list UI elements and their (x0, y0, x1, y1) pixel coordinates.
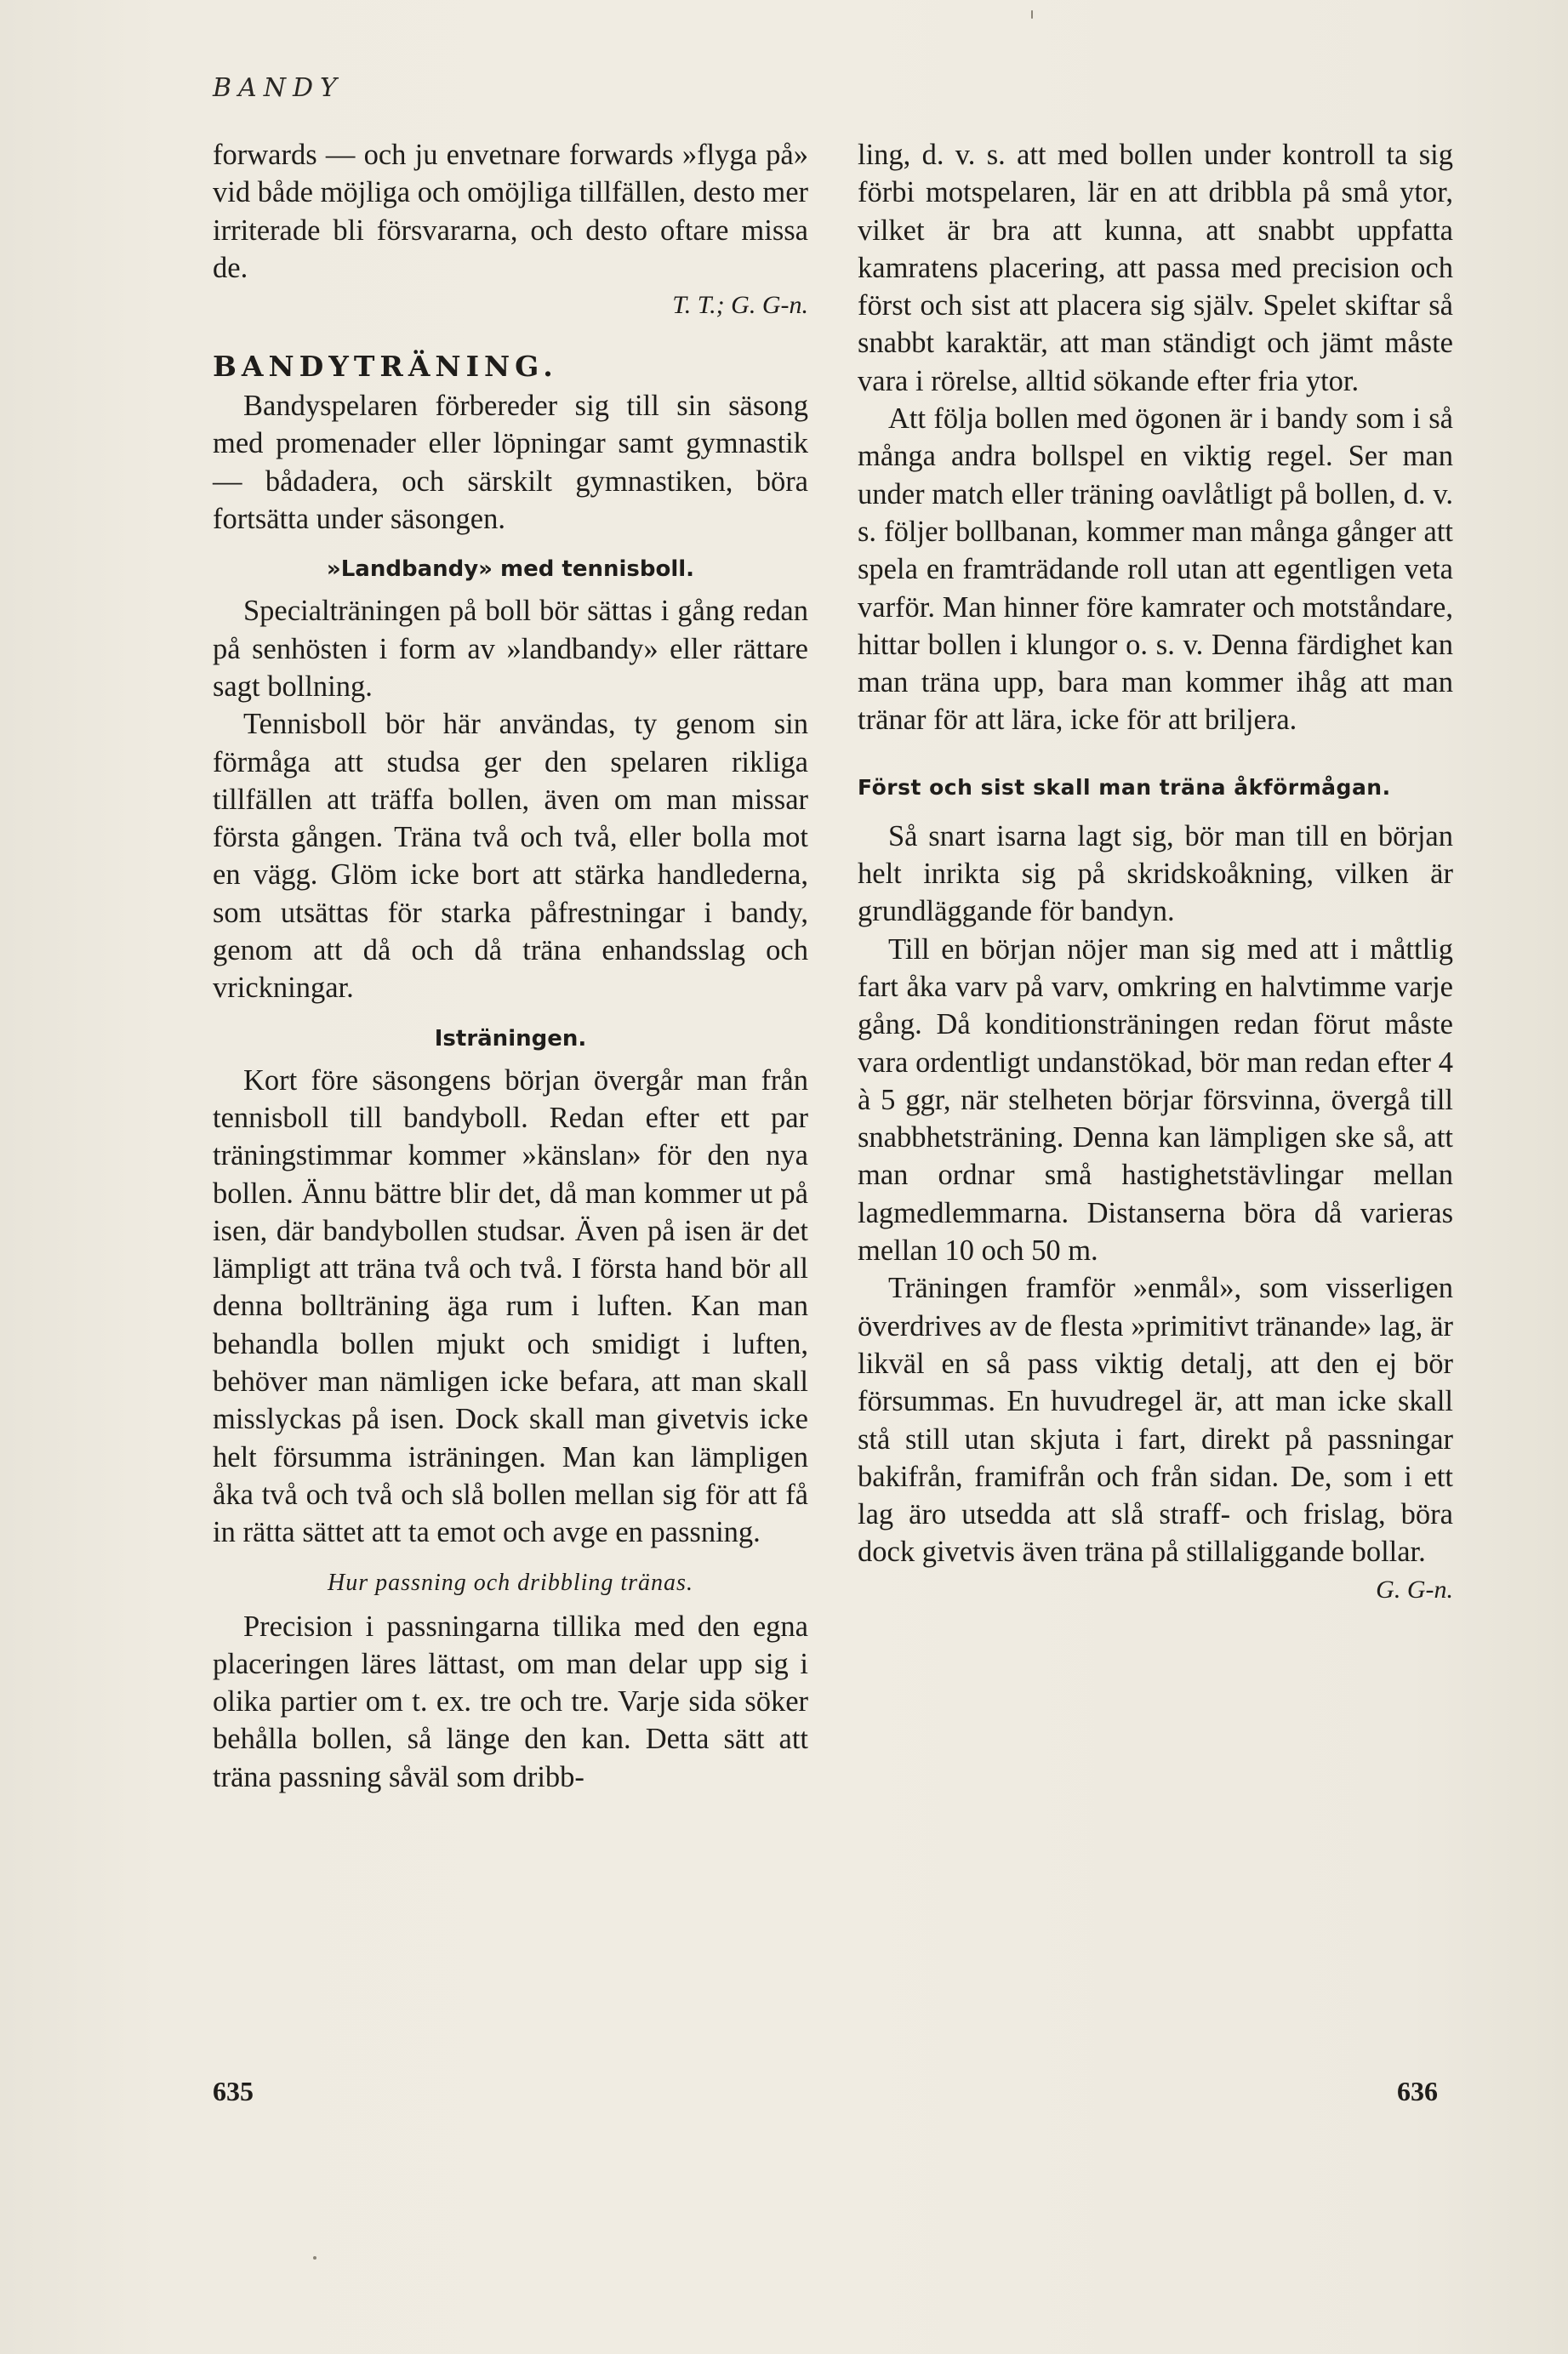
paragraph-last (858, 1269, 1453, 1604)
paragraph: Specialträningen på boll bör sättas i gång redan på senhösten i form av »landbandy» eller rättare sagt bollning. (213, 595, 808, 703)
running-head: BANDY (213, 73, 344, 103)
paragraph: Kort före säsongens början övergår man från tennisboll till bandyboll. Redan efter ett par träningstimmar kommer »känslan» för den nya bollen. Ännu bättre blir det, då man kommer ut på isen, där bandybollen studsar. Även på isen är det lämpligt att träna två och två. I första hand bör all denna bollträning äga rum i luften. Kan man behandla bollen mjukt och smidigt i luften, behöver man nämligen icke befara, att man skall misslyckas på isen. Dock skall man givetvis icke helt försumma isträningen. Man kan lämpligen åka två och två och slå bollen mellan sig för att få in rätta sättet att ta emot och avge en passning. (213, 1063, 808, 1549)
subheading-istraningen: Isträningen. (434, 1025, 587, 1052)
paragraph: Så snart isarna lagt sig, bör man till en början helt inrikta sig på skridskoåkning, vilken är grundläggande för bandyn. (858, 819, 1453, 928)
right-column (858, 136, 1453, 1609)
paragraph: ling, d. v. s. att med bollen under kontroll ta sig förbi motspelaren, lär en att dribbla på små ytor, vilket är bra att kunna, att snabbt uppfatta kamratens placering, att passa med precision och först och sist att placera sig själv. Spelet skiftar så snabbt karaktär, att man ständigt och jämt måste vara i rörelse, alltid sökande efter fria ytor. (858, 139, 1453, 397)
paragraph: Att följa bollen med ögonen är i bandy som i så många andra bollspel en viktig regel. Ser man under match eller träning oavlåtligt på bollen, d. v. s. följer bollbanan, kommer man många gånger att spela en framträdande roll utan att egentligen veta varför. Man hinner före kamrater och motståndare, hittar bollen i klungor o. s. v. Denna färdighet kan man träna upp, bara man kommer ihåg att man tränar för att lära, icke för att briljera. (858, 402, 1453, 737)
paper-speck (1031, 10, 1033, 19)
paragraph-text: Träningen framför »enmål», som visserligen överdrives av de flesta »primitivt tränande» lag, är likväl en så pass viktig detalj, att den ej bör försummas. En huvudregel är, att man icke skall stå still utan skjuta i fart, direkt på passningar bakifrån, framifrån och från sidan. De, som i ett lag äro utsedda att slå straff- och frislag, böra dock givetvis även träna på stillaliggande bollar. (858, 1272, 1453, 1569)
section-heading: BANDYTRÄNING. (213, 350, 558, 384)
intro-signature: T. T.; G. G-n. (672, 291, 808, 320)
page-number-right: 636 (1397, 2076, 1438, 2106)
paragraph: Till en början nöjer man sig med att i måttlig fart åka varv på varv, omkring en halvtimme varje gång. Då konditionsträningen redan förut måste vara ordentligt undanstökad, bör man redan efter 4 à 5 ggr, när stelheten börjar försvinna, övergå till snabbhetsträning. Denna kan lämpligen ske så, att man ordnar små hastighetstävlingar mellan lagmedlemmarna. Distanserna böra då varieras mellan 10 och 50 m. (858, 932, 1453, 1268)
left-column (213, 136, 808, 1796)
subheading-akformagan: Först och sist skall man träna åkförmågan. (858, 774, 1391, 800)
closing-signature: G. G-n. (1376, 1575, 1453, 1604)
page-number-left: 635 (213, 2076, 254, 2106)
paper-speck (313, 2256, 316, 2260)
paragraph: Bandyspelaren förbereder sig till sin säsong med promenader eller löpningar samt gymnastik — bådadera, och särskilt gymnastiken, böra fortsätta under säsongen. (213, 390, 808, 536)
subheading-landbandy: »Landbandy» med tennisboll. (326, 556, 695, 583)
subheading-passning: Hur passning och dribbling tränas. (328, 1569, 693, 1596)
paragraph: Precision i passningarna tillika med den egna placeringen läres lättast, om man delar upp sig i olika partier om t. ex. tre och tre. Varje sida söker behålla bollen, så länge den kan. Detta sätt att träna passning såväl som dribb- (213, 1610, 808, 1793)
intro-paragraph: forwards — och ju envetnare forwards »flyga på» vid både möjliga och omöjliga tillfällen, desto mer irriterade bli försvararna, och desto oftare missa de. (213, 139, 808, 284)
paragraph: Tennisboll bör här användas, ty genom sin förmåga att studsa ger den spelaren rikliga tillfällen att träffa bollen, även om man missar första gången. Träna två och två, eller bolla mot en vägg. Glöm icke bort att stärka handlederna, som utsättas för starka påfrestningar i bandy, genom att då och då träna enhandsslag och vrickningar. (213, 708, 808, 1005)
